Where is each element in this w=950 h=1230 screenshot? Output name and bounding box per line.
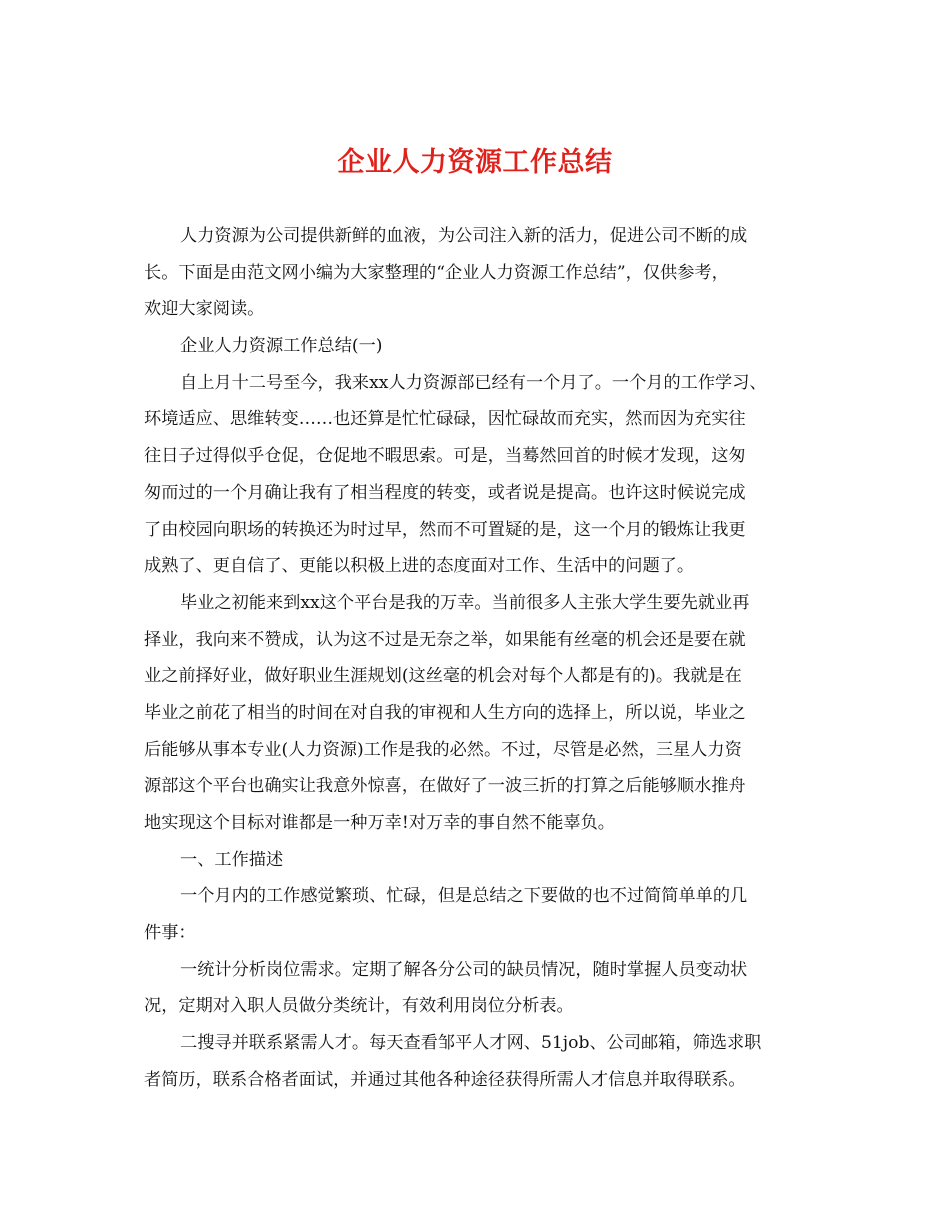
- text-line: 业之前择好业，做好职业生涯规划(这丝毫的机会对每个人都是有的)。我就是在: [144, 666, 742, 687]
- text-line: 况，定期对入职人员做分类统计，有效利用岗位分析表。: [144, 996, 574, 1017]
- document-title: 企业人力资源工作总结: [337, 147, 613, 178]
- text-line: 毕业之前花了相当的时间在对自我的审视和人生方向的选择上，所以说，毕业之: [144, 702, 746, 723]
- text-line: 件事：: [144, 923, 196, 944]
- text-line: 一个月内的工作感觉繁琐、忙碌，但是总结之下要做的也不过简简单单的几: [180, 886, 748, 907]
- text-line: 自上月十二号至今，我来xx人力资源部已经有一个月了。一个月的工作学习、: [180, 372, 767, 393]
- document-body: [144, 218, 810, 1099]
- text-line: 一、工作描述: [180, 849, 284, 870]
- text-line: 环境适应、思维转变……也还算是忙忙碌碌，因忙碌故而充实，然而因为充实往: [144, 409, 746, 430]
- text-line: 后能够从事本专业(人力资源)工作是我的必然。不过，尽管是必然，三星人力资: [144, 739, 742, 760]
- text-line: 人力资源为公司提供新鲜的血液，为公司注入新的活力，促进公司不断的成: [180, 226, 748, 246]
- text-line: 匆而过的一个月确让我有了相当程度的转变，或者说是提高。也许这时候说完成: [144, 482, 746, 503]
- text-line: 一统计分析岗位需求。定期了解各分公司的缺员情况，随时掌握人员变动状: [180, 959, 748, 980]
- text-line: 二搜寻并联系紧需人才。每天查看邹平人才网、51job、公司邮箱，筛选求职: [180, 1033, 762, 1054]
- text-line: 成熟了、更自信了、更能以积极上进的态度面对工作、生活中的问题了。: [144, 556, 695, 577]
- text-line: 长。下面是由范文网小编为大家整理的“企业人力资源工作总结”，仅供参考，: [144, 262, 729, 283]
- text-line: 择业，我向来不赞成，认为这不过是无奈之举，如果能有丝毫的机会还是要在就: [144, 629, 746, 650]
- text-line: 地实现这个目标对谁都是一种万幸!对万幸的事自然不能辜负。: [144, 813, 615, 833]
- text-line: 者简历，联系合格者面试，并通过其他各种途径获得所需人才信息并取得联系。: [144, 1069, 746, 1090]
- text-line: 企业人力资源工作总结(一): [180, 336, 383, 357]
- text-line: 毕业之初能来到xx这个平台是我的万幸。当前很多人主张大学生要先就业再: [180, 592, 750, 613]
- text-line: 欢迎大家阅读。: [144, 299, 265, 320]
- text-line: 了由校园向职场的转换还为时过早，然而不可置疑的是，这一个月的锻炼让我更: [144, 519, 746, 540]
- text-line: 源部这个平台也确实让我意外惊喜，在做好了一波三折的打算之后能够顺水推舟: [144, 776, 746, 797]
- text-line: 往日子过得似乎仓促，仓促地不暇思索。可是，当蓦然回首的时候才发现，这匆: [144, 446, 746, 467]
